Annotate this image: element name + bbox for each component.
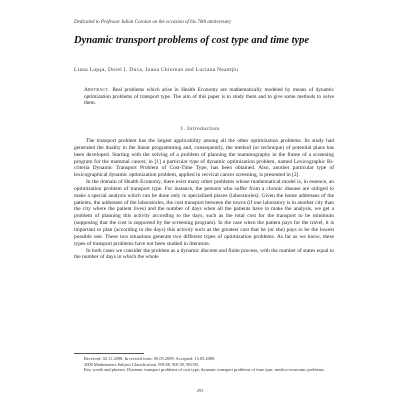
footnote-received: Received: 02.11.2008. In revised form: 05.05.2009. Accepted: 13.05.2009. xyxy=(84,356,216,361)
footnote-keywords: Key words and phrases. Dynamic transport problems of cost type, dynamic transport problems of time type, medico-economic problems. xyxy=(84,367,325,373)
page-number: 493 xyxy=(196,388,204,393)
body-text xyxy=(74,138,334,261)
footnote-classification: 2000 Mathematics Subject Classification. 90C08, 90C39, 90C90. xyxy=(84,361,199,367)
paper-title: Dynamic transport problems of cost type and time type xyxy=(74,35,310,46)
abstract-text: Real problems which arise in Health Economy are mathematically modeled by means of dynamic optimization problems of transport type. The aim of this paper is to study them and to give some methods to solve them. xyxy=(84,87,334,107)
paragraph: The transport problem has the largest applicability among all the other optimization problems. Its study had generated the duality in the linear programming and, consequently, the method (or technique) of potential plans has been developed. Starting with the solving of a problem of planning the mammography in the frame of a screening program for the mammal cancer, in [1] a particular type of dynamic optimization problem, named Lexicographic Bi-criteria Dynamic Transport Problem of Cost-Time Type, has been obtained. Also, another particular type of lexicographical dynamic optimization problem, applied in cervical cancer screening, is presented in [2]. xyxy=(74,138,334,179)
paragraph: In both cases we consider the problem as a dynamic discrete and finite process, with the number of states equal to the number of days in which the whole xyxy=(74,247,334,261)
footnote-divider xyxy=(74,353,144,354)
author-list: Liana Lupşa, Dorel I. Duca, Ioana Chiorean and Luciana Neamţiu xyxy=(74,67,239,73)
abstract-label: Abstract. xyxy=(84,87,110,93)
section-title: Introduction xyxy=(187,126,220,132)
abstract xyxy=(84,87,334,107)
section-heading xyxy=(0,126,400,132)
section-number: 1. xyxy=(180,126,186,132)
paragraph: In the domain of Health Economy, there exist many other problems whose mathematical model is, in essence, an optimization problem of transport type. For instance, the persons who suffer from a chronic disease are obliged to make a special analysis which can be done only in specialized places (laboratories). Given the home addresses of the patients, the addresses of the laboratories, the cost transport between the towns (if one laboratory is in another city than the city where the patient lives) and the number of days when all the patients have to make the analysis, we get a problem of planning this activity according to the days, such as the total cost for the transport to be minimum (supposing that the cost is supported by the screening program). In the case when the patient pays for the travel, it is important to plan (according to the days) this activity such as the greatest cost that he (or she) pays to be the lowest possible one. These two situations generate two different types of optimization problems. As far as we know, these types of transport problems have not been studied in literature. xyxy=(74,179,334,247)
dedication: Dedicated to Professor Iulian Coroian on the occasion of his 70th anniversary xyxy=(74,20,232,25)
running-head xyxy=(74,0,334,5)
footnotes xyxy=(84,356,334,373)
